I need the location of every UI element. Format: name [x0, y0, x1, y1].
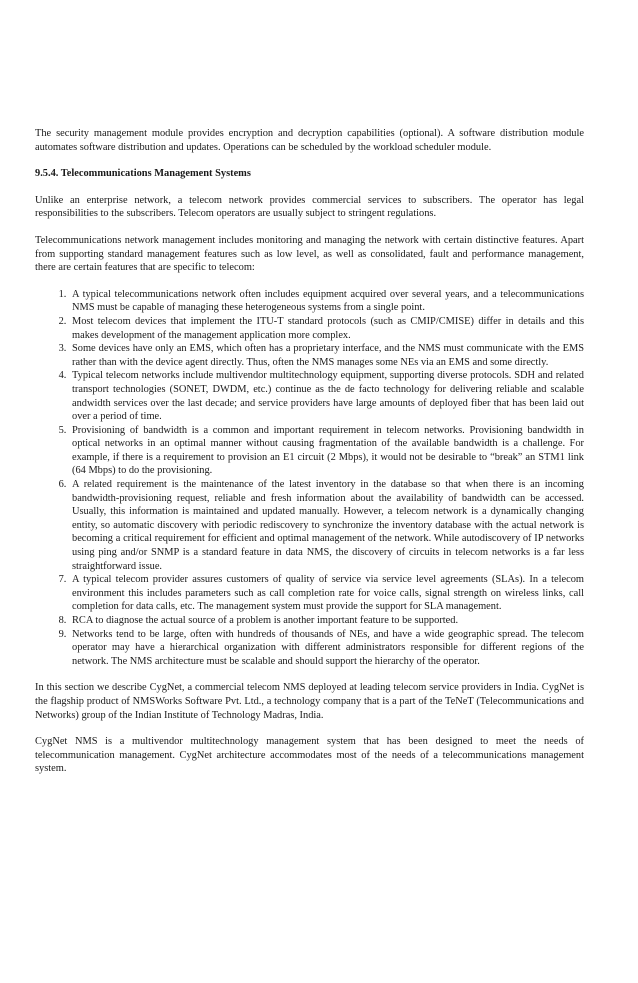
list-item: 5. Provisioning of bandwidth is a common and important requirement in telecom networks. Provisioning bandwidth in optical networks in an optimal manner without causing fragmentation of the available bandwidth is a challenge. For example, if there is a requirement to provision an E1 circuit (2 Mbps), it would not be desirable to “break” an STM1 link (64 Mbps) to do the provisioning.: [69, 424, 584, 478]
section-heading: 9.5.4. Telecommunications Management Systems: [35, 168, 251, 180]
paragraph-telecom-vs-enterprise: Unlike an enterprise network, a telecom network provides commercial services to subscribers. The operator has legal responsibilities to the subscribers. Telecom operators are usually subject to stringent regulations.: [35, 194, 584, 220]
list-item: 2. Most telecom devices that implement the ITU-T standard protocols (such as CMIP/CMISE) differ in details and this makes development of the management application more complex.: [69, 315, 584, 342]
list-item: 4. Typical telecom networks include multivendor multitechnology equipment, supporting diverse protocols. SDH and related transport technologies (SONET, DWDM, etc.) continue as the de facto technology for delivering reliable and scalable andwidth services over the last decade; and service providers have large amounts of deployed fiber that has been laid out over a period of time.: [69, 369, 584, 423]
list-item: 6. A related requirement is the maintenance of the latest inventory in the database so that when there is an incoming bandwidth-provisioning request, reliable and fresh information about the availability of bandwidth can be accessed. Usually, this information is maintained and updated manually. However, a telecom network is a dynamically changing entity, so automatic discovery with periodic rediscovery to synchronize the inventory database with the actual network is becoming a critical requirement for efficient and optimal management of the network. While autodiscovery of IP networks using ping and/or SNMP is a standard feature in data NMS, the discovery of circuits in telecom networks is a far less straightforward issue.: [69, 478, 584, 573]
list-item: 9. Networks tend to be large, often with hundreds of thousands of NEs, and have a wide geographic spread. The telecom operator may have a hierarchical organization with different administrators responsible for different regions of the network. The NMS architecture must be scalable and should support the hierarchy of the operator.: [69, 628, 584, 669]
paragraph-cygnet-nms: CygNet NMS is a multivendor multitechnology management system that has been designed to meet the needs of telecommunication management. CygNet architecture accommodates most of the needs of a telecommunications management system.: [35, 736, 584, 775]
feature-list: [35, 288, 584, 669]
list-item: 8. RCA to diagnose the actual source of a problem is another important feature to be supported.: [69, 614, 584, 628]
intro-paragraph: The security management module provides encryption and decryption capabilities (optional). A software distribution module automates software distribution and updates. Operations can be scheduled by the workload scheduler module.: [35, 128, 584, 153]
document-page: [35, 127, 584, 789]
paragraph-telecom-features: Telecommunications network management includes monitoring and managing the network with certain distinctive features. Apart from supporting standard management features such as low level, as well as consolidated, fault and performance management, there are certain features that are specific to telecom:: [35, 234, 584, 274]
list-item: 7. A typical telecom provider assures customers of quality of service via service level agreements (SLAs). In a telecom environment this includes parameters such as call completion rate for voice calls, signal strength on wireless links, call completion for data calls, etc. The management system must provide the support for SLA management.: [69, 573, 584, 614]
list-item: 3. Some devices have only an EMS, which often has a proprietary interface, and the NMS must communicate with the EMS rather than with the device agent directly. Thus, often the NMS manages some NEs via an EMS and some directly.: [69, 342, 584, 369]
paragraph-cygnet-intro: In this section we describe CygNet, a commercial telecom NMS deployed at leading telecom service providers in India. CygNet is the flagship product of NMSWorks Software Pvt. Ltd., a technology company that is a part of the TeNeT (Telecommunications and Networks) group of the Indian Institute of Technology Madras, India.: [35, 682, 584, 721]
list-item: 1. A typical telecommunications network often includes equipment acquired over several years, and a telecommunications NMS must be capable of managing these heterogeneous systems from a single point.: [69, 288, 584, 315]
